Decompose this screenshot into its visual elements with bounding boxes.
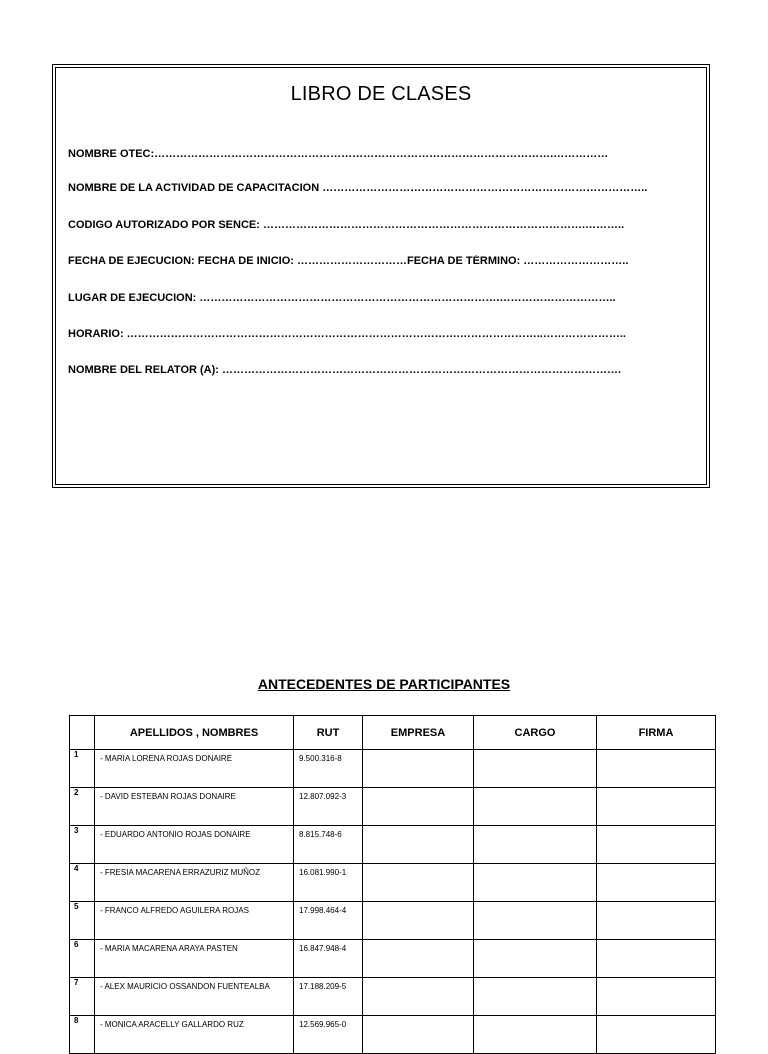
field-nombre-otec: NOMBRE OTEC:……………………………………………………………………………………………….……………: [68, 148, 609, 160]
empresa-cell[interactable]: [363, 1016, 474, 1054]
participant-name: - ALEX MAURICIO OSSANDON FUENTEALBA: [95, 978, 294, 1016]
cargo-cell[interactable]: [474, 902, 597, 940]
col-header-firma: FIRMA: [597, 716, 716, 750]
col-header-empresa: EMPRESA: [363, 716, 474, 750]
field-codigo-sence: CODIGO AUTORIZADO POR SENCE: …………………………………………………………………………….………..: [68, 219, 625, 231]
cargo-cell[interactable]: [474, 750, 597, 788]
field-actividad: NOMBRE DE LA ACTIVIDAD DE CAPACITACION ……………………………………………………………………………..: [68, 182, 648, 194]
cargo-cell[interactable]: [474, 788, 597, 826]
participant-rut: 16.847.948-4: [294, 940, 363, 978]
row-number: 3: [70, 826, 95, 864]
empresa-cell[interactable]: [363, 940, 474, 978]
row-number: 4: [70, 864, 95, 902]
firma-cell[interactable]: [597, 826, 716, 864]
cargo-cell[interactable]: [474, 826, 597, 864]
field-lugar-ejecucion: LUGAR DE EJECUCION: ……………………………………………………………………….…………………………..: [68, 292, 616, 304]
firma-cell[interactable]: [597, 940, 716, 978]
participant-name: - MARIA LORENA ROJAS DONAIRE: [95, 750, 294, 788]
participant-rut: 9.500.316-8: [294, 750, 363, 788]
field-relator: NOMBRE DEL RELATOR (A): ……………………………………………………………………………………………….: [68, 364, 622, 376]
table-row: [70, 788, 716, 826]
col-header-cargo: CARGO: [474, 716, 597, 750]
empresa-cell[interactable]: [363, 788, 474, 826]
table-row: [70, 750, 716, 788]
row-number: 6: [70, 940, 95, 978]
empresa-cell[interactable]: [363, 978, 474, 1016]
empresa-cell[interactable]: [363, 902, 474, 940]
table-row: [70, 826, 716, 864]
table-row: [70, 902, 716, 940]
row-number: 2: [70, 788, 95, 826]
empresa-cell[interactable]: [363, 826, 474, 864]
row-number: 5: [70, 902, 95, 940]
cargo-cell[interactable]: [474, 1016, 597, 1054]
participant-rut: 8.815.748-6: [294, 826, 363, 864]
table-header-row: [70, 716, 716, 750]
cargo-cell[interactable]: [474, 940, 597, 978]
participant-name: - DAVID ESTEBAN ROJAS DONAIRE: [95, 788, 294, 826]
participant-name: - EDUARDO ANTONIO ROJAS DONAIRE: [95, 826, 294, 864]
col-header-num: [70, 716, 95, 750]
col-header-name: APELLIDOS , NOMBRES: [95, 716, 294, 750]
participants-table: [69, 715, 716, 1054]
cargo-cell[interactable]: [474, 864, 597, 902]
participant-rut: 17.998.464-4: [294, 902, 363, 940]
participant-name: - FRANCO ALFREDO AGUILERA ROJAS: [95, 902, 294, 940]
table-row: [70, 978, 716, 1016]
field-horario: HORARIO: ……………………………………………………………………………….…………………..…………………..: [68, 328, 626, 340]
empresa-cell[interactable]: [363, 750, 474, 788]
cargo-cell[interactable]: [474, 978, 597, 1016]
firma-cell[interactable]: [597, 978, 716, 1016]
field-fecha-ejecucion: FECHA DE EJECUCION: FECHA DE INICIO: …………………………FECHA DE TÉRMINO: ………………………..: [68, 255, 629, 267]
participant-rut: 12.807.092-3: [294, 788, 363, 826]
table-row: [70, 940, 716, 978]
header-form-box: [52, 64, 710, 488]
participant-name: - FRESIA MACARENA ERRAZURIZ MUÑOZ: [95, 864, 294, 902]
row-number: 8: [70, 1016, 95, 1054]
table-row: [70, 1016, 716, 1054]
row-number: 7: [70, 978, 95, 1016]
participant-rut: 12.569.965-0: [294, 1016, 363, 1054]
empresa-cell[interactable]: [363, 864, 474, 902]
firma-cell[interactable]: [597, 750, 716, 788]
firma-cell[interactable]: [597, 788, 716, 826]
firma-cell[interactable]: [597, 902, 716, 940]
participant-name: - MARIA MACARENA ARAYA PASTEN: [95, 940, 294, 978]
section-title: ANTECEDENTES DE PARTICIPANTES: [257, 676, 511, 692]
firma-cell[interactable]: [597, 1016, 716, 1054]
participant-rut: 17.188.209-5: [294, 978, 363, 1016]
col-header-rut: RUT: [294, 716, 363, 750]
table-row: [70, 864, 716, 902]
participant-rut: 16.081.990-1: [294, 864, 363, 902]
row-number: 1: [70, 750, 95, 788]
participant-name: - MONICA ARACELLY GALLARDO RUZ: [95, 1016, 294, 1054]
firma-cell[interactable]: [597, 864, 716, 902]
page-title: LIBRO DE CLASES: [290, 83, 472, 105]
